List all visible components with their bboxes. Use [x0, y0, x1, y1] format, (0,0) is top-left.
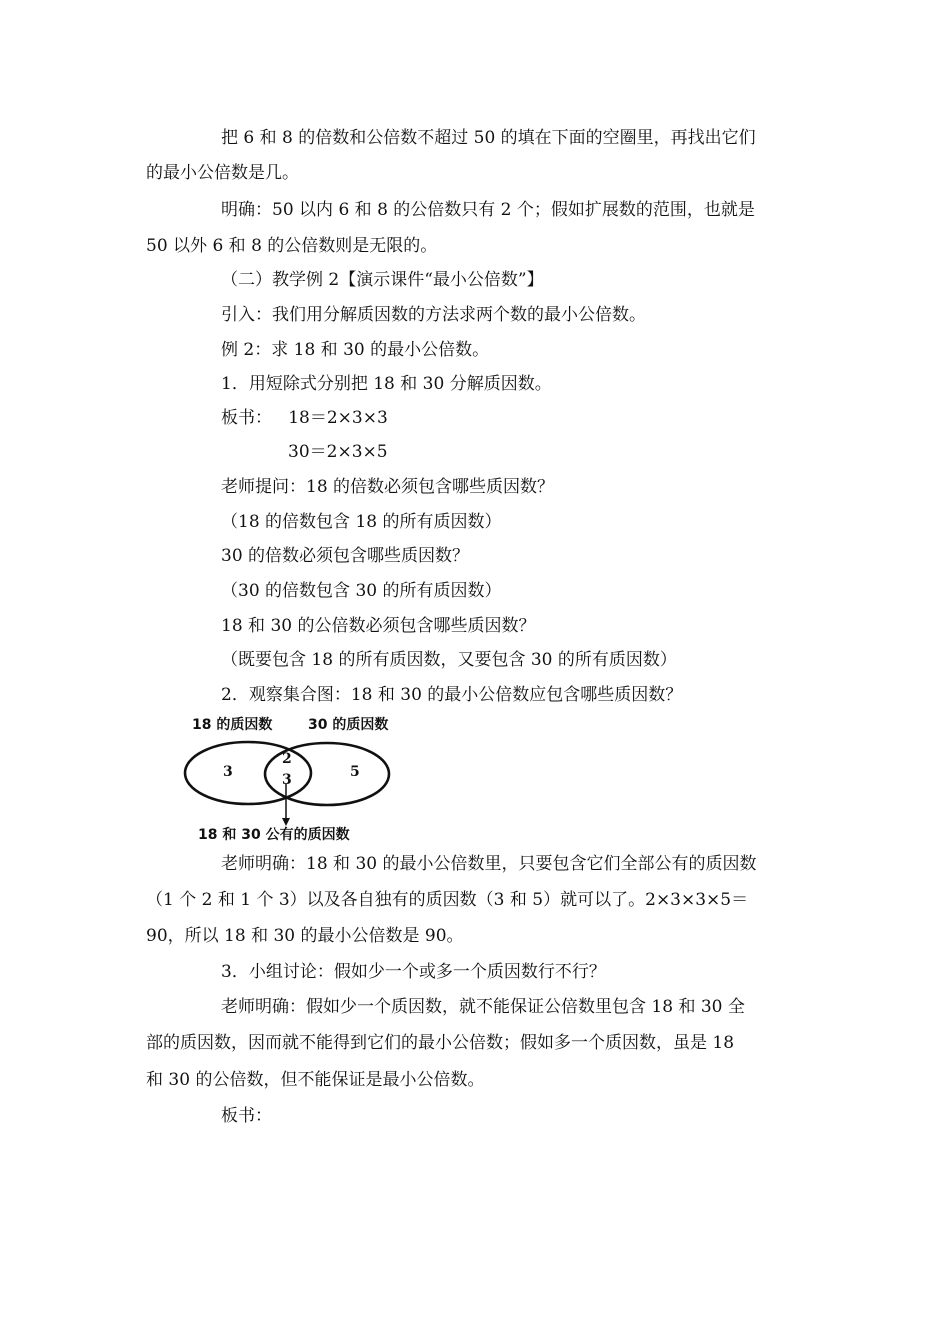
paragraph-line: 老师明确：假如少一个质因数，就不能保证公倍数里包含 18 和 30 全: [221, 997, 745, 1017]
paragraph-line: （18 的倍数包含 18 的所有质因数）: [221, 512, 502, 532]
board-writing-line: 板书： 18＝2×3×3: [221, 408, 388, 428]
paragraph-line: 部的质因数，因而就不能得到它们的最小公倍数；假如多一个质因数，虽是 18: [146, 1033, 735, 1053]
paragraph-line: 和 30 的公倍数，但不能保证是最小公倍数。: [146, 1070, 485, 1090]
venn-common-value-bottom: 3: [282, 772, 292, 788]
paragraph-line: 1．用短除式分别把 18 和 30 分解质因数。: [221, 374, 552, 394]
paragraph-line: 3．小组讨论：假如少一个或多一个质因数行不行？: [221, 962, 606, 982]
venn-diagram: [180, 712, 420, 847]
paragraph-line: （30 的倍数包含 30 的所有质因数）: [221, 581, 502, 601]
venn-left-circle: [185, 742, 311, 804]
paragraph-line: 把 6 和 8 的倍数和公倍数不超过 50 的填在下面的空圈里，再找出它们: [221, 128, 756, 148]
paragraph-line: 50 以外 6 和 8 的公倍数则是无限的。: [146, 236, 438, 256]
paragraph-line: 例 2：求 18 和 30 的最小公倍数。: [221, 340, 490, 360]
venn-left-label: 18 的质因数: [192, 717, 273, 733]
board-writing-label: 板书：: [221, 1106, 272, 1126]
paragraph-line: 2．观察集合图：18 和 30 的最小公倍数应包含哪些质因数？: [221, 685, 683, 705]
paragraph-line: 明确：50 以内 6 和 8 的公倍数只有 2 个；假如扩展数的范围，也就是: [221, 200, 755, 220]
venn-right-only-value: 5: [350, 764, 360, 780]
paragraph-line: 90，所以 18 和 30 的最小公倍数是 90。: [146, 926, 464, 946]
venn-left-only-value: 3: [223, 764, 233, 780]
paragraph-line: （1 个 2 和 1 个 3）以及各自独有的质因数（3 和 5）就可以了。2×3×3×5＝: [146, 890, 749, 910]
paragraph-line: （既要包含 18 的所有质因数，又要包含 30 的所有质因数）: [221, 650, 677, 670]
venn-bottom-label: 18 和 30 公有的质因数: [198, 827, 350, 843]
section-heading: （二）教学例 2【演示课件“最小公倍数”】: [221, 270, 544, 290]
paragraph-line: 老师提问：18 的倍数必须包含哪些质因数？: [221, 477, 555, 497]
paragraph-line: 老师明确：18 和 30 的最小公倍数里，只要包含它们全部公有的质因数: [221, 854, 757, 874]
paragraph-line: 引入：我们用分解质因数的方法求两个数的最小公倍数。: [221, 305, 646, 325]
board-writing-line: 30＝2×3×5: [288, 442, 388, 462]
paragraph-line: 的最小公倍数是几。: [146, 163, 299, 183]
venn-common-value-top: 2: [282, 751, 292, 767]
paragraph-line: 18 和 30 的公倍数必须包含哪些质因数？: [221, 616, 536, 636]
paragraph-line: 30 的倍数必须包含哪些质因数？: [221, 546, 470, 566]
venn-right-label: 30 的质因数: [308, 717, 389, 733]
